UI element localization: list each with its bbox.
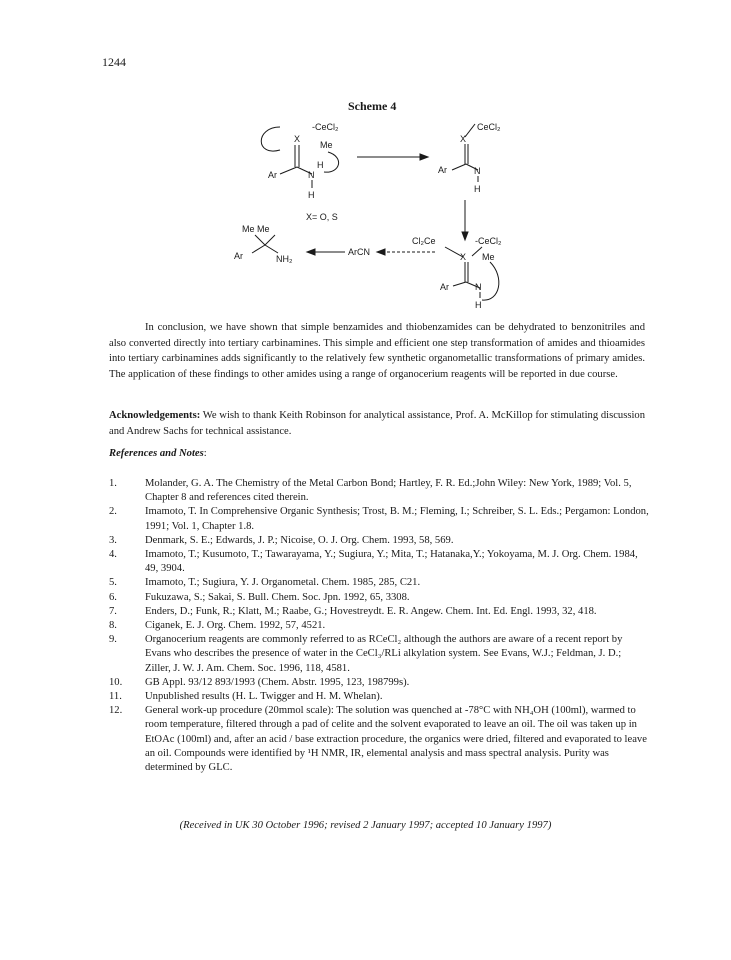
references-list: [109, 477, 649, 775]
x-definition: X= O, S: [306, 212, 338, 222]
reference-item: 7. Enders, D.; Funk, R.; Klatt, M.; Raabe, G.; Hovestreydt. E. R. Angew. Chem. Int. Ed. Engl. 1993, 32, 418.: [109, 605, 597, 617]
reference-item: 1. Molander, G. A. The Chemistry of the Metal Carbon Bond; Hartley, F. R. Ed.;John Wiley: New York, 1989; Vol. 5, Chapter 8 and references cited therein.: [109, 478, 632, 504]
x-label: X: [460, 134, 467, 144]
reference-item: 11. Unpublished results (H. L. Twigger and H. M. Whelan).: [109, 691, 383, 703]
nh2-label: NH₂: [276, 254, 293, 264]
h-label: H: [474, 184, 481, 194]
me-label: Me: [482, 252, 495, 262]
bond: [465, 124, 475, 137]
references-heading: References and Notes:: [109, 448, 207, 459]
n-label: N: [474, 166, 481, 176]
cecl2-label: CeCl₂: [477, 122, 501, 132]
arrowhead: [462, 232, 468, 240]
bond: [280, 167, 297, 174]
ar-label: Ar: [268, 170, 277, 180]
reference-item: 9. Organocerium reagents are commonly referred to as RCeCl₂ although the authors are aware of a recent report by Evans who describes the presence of water in the CeCl₃/RLi alkylation system. See Evans, W.J.; Feldman, J. D.; Ziller, J. W. J. Am. Chem. Soc. 1996, 118, 4581.: [109, 634, 623, 674]
h-label: H: [475, 300, 482, 310]
cl2ce-label: Cl₂Ce: [412, 236, 436, 246]
conclusion-paragraph: In conclusion, we have shown that simple benzamides and thiobenzamides can be dehydrated to benzonitriles and also converted directly into tertiary carbinamines. This simple and efficient one step transformation of amides and thioamides into tertiary carbinamines adds significantly to the relatively few synthetic organometallic transformations of primary amides. The application of these findings to other amides using a range of organocerium reagents will be reported in due course.: [109, 322, 645, 380]
x-label: X: [460, 252, 467, 262]
arrowhead: [420, 154, 428, 160]
scheme-title: Scheme 4: [348, 99, 397, 113]
n-label: N: [308, 170, 315, 180]
bond: [265, 245, 278, 253]
reference-item: 5. Imamoto, T.; Sugiura, Y. J. Organometal. Chem. 1985, 285, C21.: [109, 577, 421, 589]
curved-arrow: [482, 262, 499, 300]
ar-label: Ar: [440, 282, 449, 292]
h-label: H: [317, 160, 324, 170]
received-dates: (Received in UK 30 October 1996; revised 2 January 1997; accepted 10 January 1997): [179, 820, 552, 831]
bond: [252, 245, 265, 253]
cecl2-label: -CeCl₂: [475, 236, 502, 246]
cecl2-reagent-label: -CeCl₂: [312, 122, 339, 132]
acknowledgements-paragraph: [109, 408, 645, 439]
reference-item: 4. Imamoto, T.; Kusumoto, T.; Tawarayama, Y.; Sugiura, Y.; Mita, T.; Hatanaka,Y.; Yokoyama, M. J. Org. Chem. 1984, 49, 3904.: [109, 549, 638, 575]
x-label: X: [294, 134, 301, 144]
acknowledgements-text: We wish to thank Keith Robinson for analytical assistance, Prof. A. McKillop for stimulating discussion and Andrew Sachs for technical assistance.: [109, 410, 645, 437]
reaction-scheme: [220, 112, 520, 312]
reference-item: 6. Fukuzawa, S.; Sakai, S. Bull. Chem. Soc. Jpn. 1992, 65, 3308.: [109, 591, 410, 603]
curved-arrow: [261, 127, 280, 151]
reference-item: 3. Denmark, S. E.; Edwards, J. P.; Nicoise, O. J. Org. Chem. 1993, 58, 569.: [109, 534, 454, 546]
bond: [265, 235, 275, 245]
ar-label: Ar: [234, 251, 243, 261]
reference-item: 12. General work-up procedure (20mmol scale): The solution was quenched at -78°C with NH₄OH (100ml), warmed to room temperature, filtered through a pad of celite and the solvent evaporated to leave an oil. The oil was taken up in EtOAc (100ml) and, after an acid / base extraction procedure, the organics were dried, filtered and evaporated to leave an oil. Compounds were identified by ¹H NMR, IR, elemental analysis and mass spectral analysis. Purity was determined by GLC.: [109, 705, 647, 774]
arrowhead: [307, 249, 315, 255]
bond: [472, 247, 482, 256]
page-number: 1244: [102, 55, 126, 69]
arcn-label: ArCN: [348, 247, 370, 257]
reference-item: 8. Ciganek, E. J. Org. Chem. 1992, 57, 4521.: [109, 620, 326, 632]
arrowhead: [377, 249, 385, 255]
ar-label: Ar: [438, 165, 447, 175]
n-label: N: [475, 282, 482, 292]
reference-item: 2. Imamoto, T. In Comprehensive Organic Synthesis; Trost, B. M.; Fleming, I.; Schreiber, S. L. Eds.; Pergamon: London, 1991; Vol. 1, Chapter 1.8.: [109, 506, 649, 532]
acknowledgements-label: Acknowledgements:: [109, 410, 201, 421]
h-label: H: [308, 190, 315, 200]
bond: [453, 282, 466, 286]
reference-item: 10. GB Appl. 93/12 893/1993 (Chem. Abstr. 1995, 123, 198799s).: [109, 676, 410, 688]
bond: [452, 164, 466, 170]
curved-arrow: [324, 152, 339, 172]
bond: [255, 235, 265, 245]
me-label: Me: [320, 140, 333, 150]
me-me-label: Me Me: [242, 224, 270, 234]
